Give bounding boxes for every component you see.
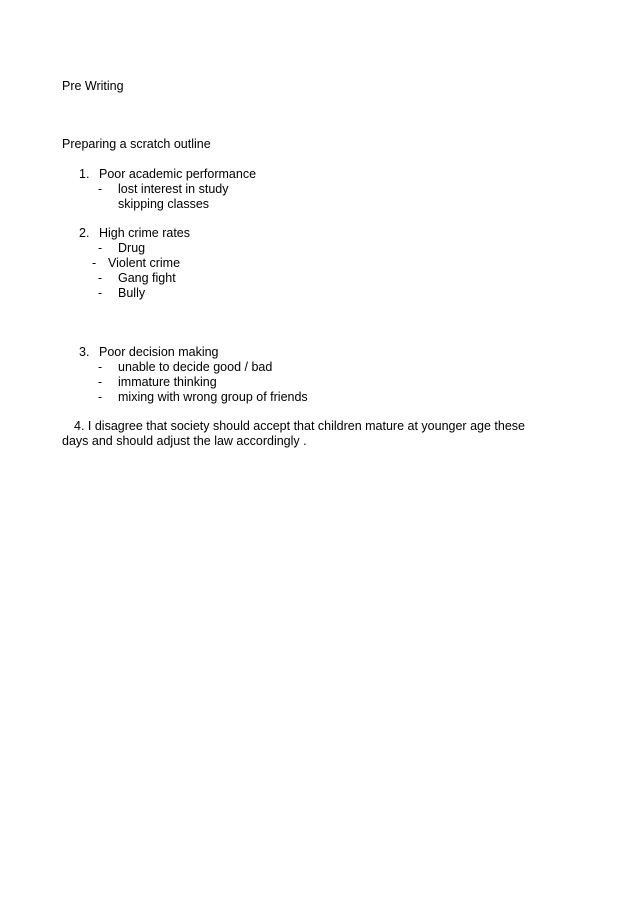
section-2-title: High crime rates <box>99 226 190 240</box>
item-text: lost interest in study <box>118 182 229 196</box>
conclusion-line-1: 4. I disagree that society should accept that children mature at younger age these <box>74 419 525 433</box>
bullet-dash: - <box>98 182 103 196</box>
section-3-title: Poor decision making <box>99 345 219 359</box>
section-2-item-2 <box>92 256 180 271</box>
bullet-dash: - <box>98 390 103 404</box>
section-1-item-2 <box>98 197 209 212</box>
item-text: unable to decide good / bad <box>118 360 273 374</box>
page-heading: Pre Writing <box>62 79 124 93</box>
section-2-heading <box>79 226 190 241</box>
section-1-heading <box>79 167 256 182</box>
section-3-item-3 <box>98 390 308 405</box>
item-text: skipping classes <box>118 197 210 211</box>
section-1-number: 1. <box>79 167 90 181</box>
section-1-item-1 <box>98 182 228 197</box>
item-text: Violent crime <box>108 256 181 270</box>
item-text: Bully <box>118 286 146 300</box>
bullet-dash: - <box>98 375 103 389</box>
section-2-item-3 <box>98 271 176 286</box>
section-3-heading <box>79 345 219 360</box>
section-3-item-2 <box>98 375 217 390</box>
section-2-item-4 <box>98 286 145 301</box>
bullet-dash: - <box>98 241 103 255</box>
section-2-number: 2. <box>79 226 90 240</box>
section-2-item-1 <box>98 241 145 256</box>
bullet-dash: - <box>98 360 103 374</box>
item-text: Gang fight <box>118 271 176 285</box>
item-text: Drug <box>118 241 146 255</box>
bullet-dash: - <box>98 271 103 285</box>
section-1-title: Poor academic performance <box>99 167 257 181</box>
section-3-number: 3. <box>79 345 90 359</box>
bullet-dash: - <box>92 256 97 270</box>
item-text: mixing with wrong group of friends <box>118 390 308 404</box>
bullet-dash: - <box>98 286 103 300</box>
section-3-item-1 <box>98 360 272 375</box>
outline-subheading: Preparing a scratch outline <box>62 137 211 151</box>
conclusion-line-2: days and should adjust the law accordingly . <box>62 434 307 448</box>
item-text: immature thinking <box>118 375 217 389</box>
